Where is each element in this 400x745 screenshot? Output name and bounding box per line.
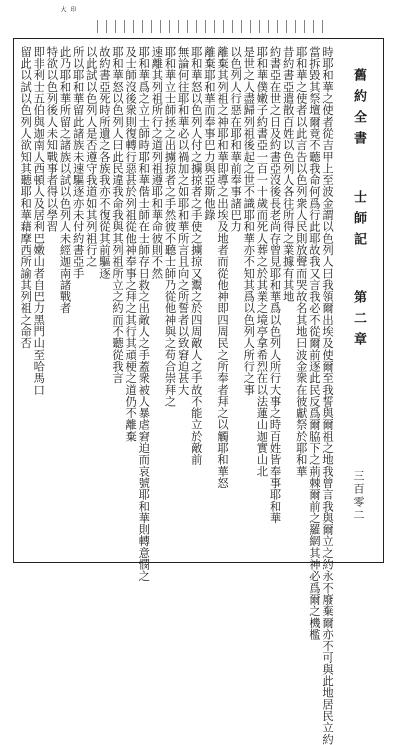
text-column: 耶和華怒以色列人付之擄掠者之手使之擄掠又鬻之於四周敵人之手故不能立於敵前 [189, 46, 203, 466]
text-column: 耶和華立士師拯之出擄掠者之手然彼不聽士師乃從他神與之苟合崇拜之 [163, 46, 177, 408]
text-column: 以此試以色列人是否遵守我道如其列祖行之 [84, 46, 98, 268]
text-column: 耶和華爲之立士師時耶和華偕士師在士師存日救之出敵人之手蓋衆被人暴虐窘迫而哀號耶和華則轉意憫之 [137, 46, 151, 582]
text-column: 留此以試以色列人欲知其聽耶和華藉摩西所諭其列祖之命否 [19, 46, 33, 349]
header-note-left-2: 印 [69, 6, 76, 13]
text-column: 耶和華怒以色列人曰此民違我命我與其列祖所立之約而不聽從我言 [111, 46, 124, 384]
section-title: 士師記 [351, 190, 366, 253]
header-annotation-band [97, 20, 329, 33]
text-column: 特欲以色列後人未知戰事者得以學習 [45, 46, 59, 233]
book-title: 舊約全書 [351, 68, 366, 152]
text-column: 耶和華之使者以此言告以色列衆人民則放聲而哭故名其地曰波金衆在彼獻祭於耶和華 [294, 46, 308, 478]
text-column: 離棄耶和華而奉事巴力與亞斯他錄 [202, 46, 216, 221]
chapter-label: 第二章 [351, 290, 366, 353]
text-column: 故約書亞死時所遺之各族我亦不復從其前驅逐 [97, 46, 111, 279]
text-column: 所以耶和華留此諸族未速驅逐亦未付約書亞手 [71, 46, 85, 279]
text-column: 約書亞在世之日及約書亞沒後長老尚存曾見耶和華爲以色列人所行大事之時百姓皆奉事耶和華 [268, 46, 282, 524]
text-column: 耶和華僕嫩子約書亞一百一十歲而死人葬之於其業之境亭拿希烈在以法蓮山迦實山北 [255, 46, 269, 478]
text-column: 是世之人盡歸列祖後起之世不識耶和華亦不知其爲以色列人所行之事 [242, 46, 256, 396]
text-column: 速離其列祖所行之道列祖遵耶和華命彼則不然 [150, 46, 164, 279]
header-note-left: 大 [59, 6, 66, 13]
text-column: 及士師沒後衆則復轉行惡甚於列祖從他神奉事之拜之其行其頑梗之道仍不離棄 [124, 46, 138, 443]
text-column: 當拆毀其祭壇爾竟不聽我命何爲行此耶故我又言我必不從爾前逐此民反爲爾脇下之荊棘爾前之羅網其神必爲爾之機檻 [307, 46, 321, 641]
text-column: 時耶和華之使者從吉甲上至波金謂以色列人曰我領爾出埃及使爾至我誓與爾祖之地我曾言我與爾立之約永不廢棄爾亦不可與此地居民立約 [321, 46, 334, 745]
text-column: 無論何往耶和華必以禍加之如耶和華所言且向之所誓者以致窘迫甚大 [176, 46, 190, 396]
text-column: 即非利士五伯與迦南人西頓人及居利巴嫩山者自巴力黑門山至哈馬口 [32, 46, 46, 396]
page-number: 三百零二 [352, 470, 365, 522]
text-column: 此乃耶和華所留之諸族以試以色列人未經迦南諸戰者 [58, 46, 72, 314]
text-column: 昔約書亞遣散百姓以色列人各往所得之業據有其地 [281, 46, 295, 303]
text-column: 以色列人行惡在耶和華前奉事諸巴力 [229, 46, 243, 233]
text-column: 離棄其列祖之神耶和華即導之出埃及地者而從他神即四周民之所奉者拜之以觸耶和華怒 [216, 46, 229, 489]
